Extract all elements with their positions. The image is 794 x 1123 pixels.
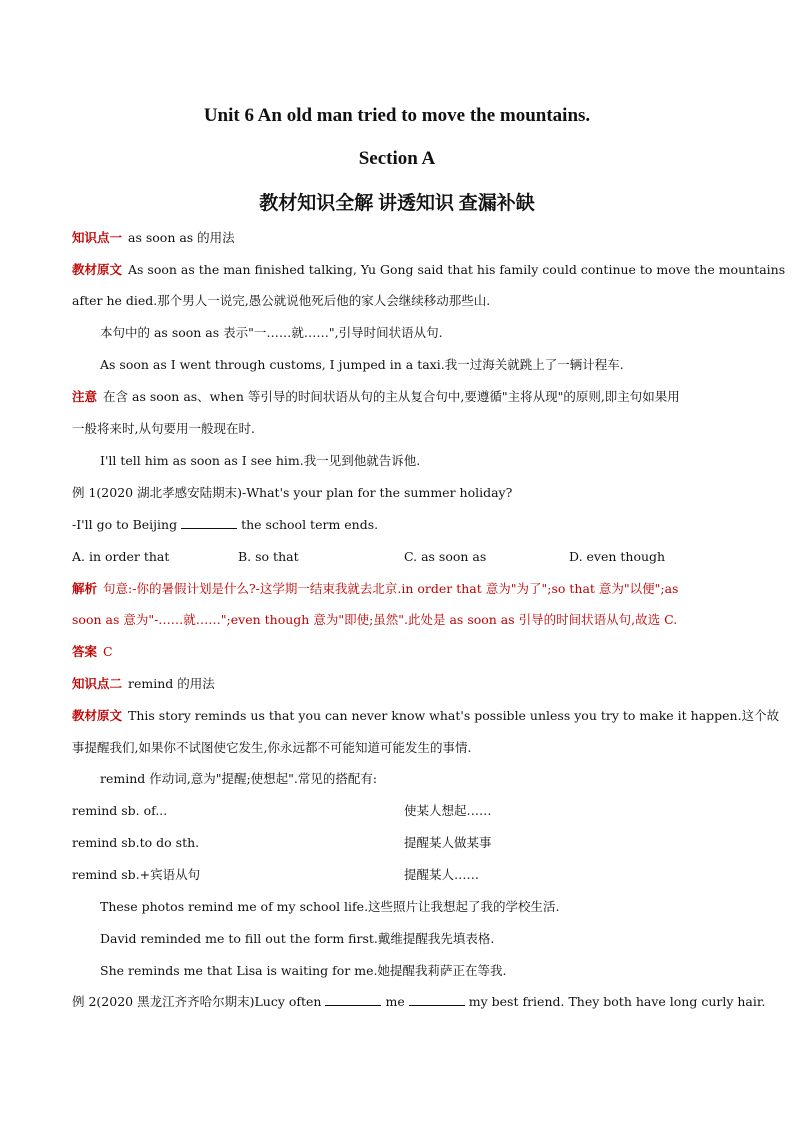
kp1-note-1: 在含 as soon as、when 等引导的时间状语从句的主从复合句中,要遵循"主将从现"的原则,即主句如果用: [103, 389, 680, 404]
kp1-answer: [72, 643, 113, 661]
kp1-q-post: the school term ends.: [241, 517, 379, 532]
usage-zh: 提醒某人……: [404, 867, 480, 882]
kp1-original-line-1: [72, 261, 785, 279]
answer-blank[interactable]: [409, 993, 465, 1006]
kp1-orig-label: 教材原文: [72, 262, 123, 277]
kp1-q-pre: -I'll go to Beijing: [72, 517, 178, 532]
kp1-note-line-1: [72, 388, 680, 406]
kp1-analysis-line-1: [72, 580, 678, 598]
kp1-note-example: I'll tell him as soon as I see him.我一见到他就告诉他.: [100, 453, 421, 468]
section-subtitle: 教材知识全解 讲透知识 查漏补缺: [259, 193, 535, 214]
kp2-heading: [72, 675, 215, 693]
option-c: C. as soon as: [404, 549, 487, 564]
usage-zh: 提醒某人做某事: [404, 835, 492, 850]
kp1-title: as soon as 的用法: [128, 230, 235, 245]
kp2-q-pre: 例 2(2020 黑龙江齐齐哈尔期末)Lucy often: [72, 994, 322, 1009]
kp2-example: David reminded me to fill out the form first.戴维提醒我先填表格.: [100, 931, 495, 946]
kp1-question-line: [72, 516, 378, 534]
kp1-analysis-1: 句意:-你的暑假计划是什么?-这学期一结束我就去北京.in order that 意为"为了";so that 意为"以便";as: [103, 581, 679, 596]
usage-row: [72, 834, 199, 852]
kp2-explain: remind 作动词,意为"提醒;使想起".常见的搭配有:: [100, 771, 378, 786]
kp2-label: 知识点二: [72, 676, 123, 691]
kp1-example: As soon as I went through customs, I jumped in a taxi.我一过海关就跳上了一辆计程车.: [100, 357, 624, 372]
kp1-answer-label: 答案: [72, 644, 98, 659]
kp1-heading: [72, 229, 235, 247]
usage-row: [72, 802, 167, 820]
answer-blank[interactable]: [181, 516, 237, 529]
kp1-note-label: 注意: [72, 389, 98, 404]
kp2-q-post: my best friend. They both have long curly hair.: [468, 994, 766, 1009]
kp1-analysis-2: soon as 意为"-……就……";even though 意为"即使;虽然".此处是 as soon as 引导的时间状语从句,故选 C.: [72, 612, 678, 627]
kp2-orig-label: 教材原文: [72, 708, 123, 723]
kp1-answer-value: C: [103, 644, 113, 659]
kp1-options: [72, 548, 722, 566]
answer-blank[interactable]: [325, 993, 381, 1006]
usage-en: remind sb.+宾语从句: [72, 867, 201, 882]
kp1-label: 知识点一: [72, 230, 123, 245]
option-b: B. so that: [238, 549, 299, 564]
kp2-example: These photos remind me of my school life.这些照片让我想起了我的学校生活.: [100, 899, 560, 914]
usage-en: remind sb. of...: [72, 803, 168, 818]
option-d: D. even though: [569, 549, 666, 564]
kp2-orig-text-1: This story reminds us that you can never know what's possible unless you try to make it happen.这个故: [128, 708, 780, 723]
kp1-question-head: 例 1(2020 湖北孝感安陆期末)-What's your plan for the summer holiday?: [72, 485, 513, 500]
usage-en: remind sb.to do sth.: [72, 835, 200, 850]
kp2-question: [72, 993, 765, 1011]
kp1-orig-text-1: As soon as the man finished talking, Yu Gong said that his family could continue to move the mountains: [128, 262, 786, 277]
unit-title: Unit 6 An old man tried to move the mountains.: [203, 105, 591, 126]
kp2-orig-text-2: 事提醒我们,如果你不试图使它发生,你永远都不可能知道可能发生的事情.: [72, 740, 472, 755]
section-title: Section A: [358, 148, 436, 169]
kp2-example: She reminds me that Lisa is waiting for me.她提醒我莉萨正在等我.: [100, 963, 507, 978]
kp1-orig-text-2: after he died.那个男人一说完,愚公就说他死后他的家人会继续移动那些山.: [72, 293, 491, 308]
usage-row: [72, 866, 200, 884]
kp2-title: remind 的用法: [128, 676, 215, 691]
kp1-analysis-label: 解析: [72, 581, 98, 596]
kp1-explain: 本句中的 as soon as 表示"一……就……",引导时间状语从句.: [100, 325, 443, 340]
option-a: A. in order that: [72, 549, 170, 564]
kp2-q-mid: me: [385, 994, 405, 1009]
usage-zh: 使某人想起……: [404, 803, 492, 818]
kp2-original-line-1: [72, 707, 779, 725]
kp1-note-2: 一般将来时,从句要用一般现在时.: [72, 421, 255, 436]
